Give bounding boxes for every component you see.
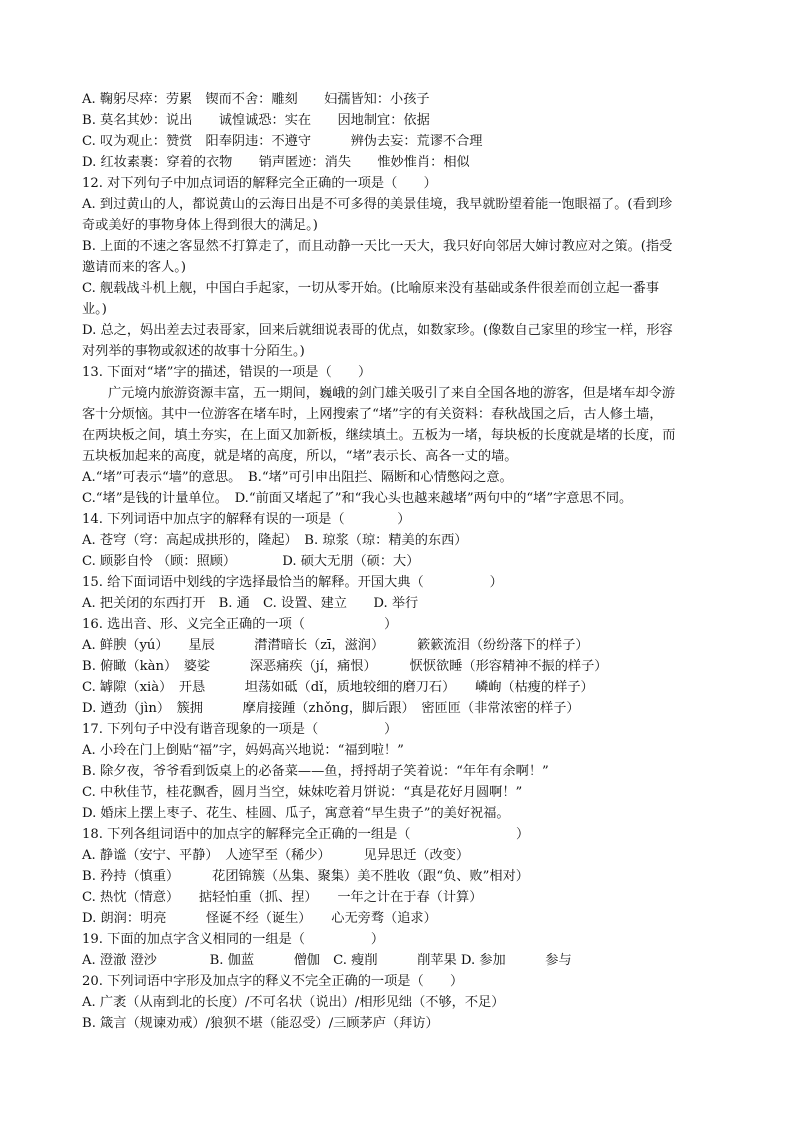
option-line: A. 广袤（从南到北的长度）/不可名状（说出）/相形见绌（不够，不足） (82, 995, 505, 1010)
question-line: 17. 下列句子中没有谐音现象的一项是（ ） (82, 722, 398, 737)
option-line: C. 顾影自怜 （顾：照顾） D. 硕大无朋（硕：大） (82, 554, 420, 569)
option-line: D. 红妆素裹：穿着的衣物 销声匿迹：消失 惟妙惟肖：相似 (82, 155, 470, 170)
option-line: B. 上面的不速之客显然不打算走了，而且动静一天比一天大，我只好向邻居大婶讨教应对之策。(指受 (82, 239, 673, 254)
option-line: C.“堵”是钱的计量单位。 D.“前面又堵起了”和“我心头也越来越堵”两句中的“堵”字意思不同。 (82, 491, 633, 506)
option-line: 邀请而来的客人。) (82, 260, 187, 275)
option-line: D. 遒劲（jìn） 簇拥 摩肩接踵（zhǒng，脚后跟） 密匝匝（非常浓密的样子） (82, 701, 580, 716)
passage-line: 客十分烦恼。其中一位游客在堵车时，上网搜索了“堵”字的有关资料：春秋战国之后，古人修土墙， (82, 407, 663, 422)
option-line: A. 把关闭的东西打开 B. 通 C. 设置、建立 D. 举行 (82, 596, 419, 611)
option-line: D. 婚床上摆上枣子、花生、桂圆、瓜子，寓意着“早生贵子”的美好祝福。 (82, 806, 510, 821)
option-line: B. 矜持（慎重） 花团锦簇（丛集、聚集）美不胜收（跟“负、败”相对） (82, 869, 529, 884)
option-line: C. 舰载战斗机上舰，中国白手起家，一切从零开始。(比喻原来没有基础或条件很差而创立起一番事 (82, 281, 660, 296)
option-line: A. 鲜腴（yú） 星辰 潸潸暗长（zī，滋润） 簌簌流泪（纷纷落下的样子） (82, 638, 589, 653)
option-line: A. 澄澈 澄沙 B. 伽蓝 僧伽 C. 瘦削 削苹果 D. 参加 参与 (82, 953, 572, 968)
option-line: C. 罅隙（xià） 开恳 坦荡如砥（dǐ，质地较细的磨刀石） 嶙峋（枯瘦的样子） (82, 680, 594, 695)
passage-line: 在两块板之间，填土夯实，在上面又加新板，继续填土。五板为一堵，每块板的长度就是堵的长度，而 (82, 428, 676, 443)
option-line: A.“堵”可表示“墙”的意思。 B.“堵”可引申出阻拦、隔断和心情憋闷之意。 (82, 470, 513, 485)
option-line: B. 除夕夜，爷爷看到饭桌上的必备菜——鱼，捋捋胡子笑着说：“年年有余啊！” (82, 764, 549, 779)
option-line: B. 箴言（规谏劝戒）/狼狈不堪（能忍受）/三顾茅庐（拜访） (82, 1016, 439, 1031)
question-line: 16. 选出音、形、义完全正确的一项（ ） (82, 617, 398, 632)
option-line: D. 总之，妈出差去过表哥家，回来后就细说表哥的优点，如数家珍。(像数自己家里的珍宝一样，形容 (82, 323, 673, 338)
option-line: 对列举的事物或叙述的故事十分陌生。) (82, 344, 305, 359)
option-line: A. 鞠躬尽瘁：劳累 锲而不舍：雕刻 妇孺皆知：小孩子 (82, 92, 430, 107)
question-line: 20. 下列词语中字形及加点字的释义不完全正确的一项是（ ） (82, 974, 464, 989)
question-line: 14. 下列词语中加点字的解释有误的一项是（ ） (82, 512, 411, 527)
option-line: A. 苍穹（穹：高起成拱形的，隆起） B. 琼浆（琼：精美的东西） (82, 533, 468, 548)
question-line: 19. 下面的加点字含义相同的一组是（ ） (82, 932, 385, 947)
passage-line: 五块板加起来的高度，就是堵的高度，所以，“堵”表示长、高各一丈的墙。 (82, 449, 518, 464)
question-line: 18. 下列各组词语中的加点字的解释完全正确的一组是（ ） (82, 827, 530, 842)
option-line: A. 到过黄山的人，都说黄山的云海日出是不可多得的美景佳境，我早就盼望着能一饱眼福了。(看到珍 (82, 197, 673, 212)
option-line: B. 俯瞰（kàn） 婆娑 深恶痛疾（jí，痛恨） 恹恹欲睡（形容精神不振的样子） (82, 659, 608, 674)
option-line: 业。) (82, 302, 107, 317)
option-line: C. 中秋佳节，桂花飘香，圆月当空，妹妹吃着月饼说：“真是花好月圆啊！” (82, 785, 523, 800)
option-line: A. 小玲在门上倒贴“福”字，妈妈高兴地说：“福到啦！” (82, 743, 404, 758)
option-line: D. 朗润：明亮 怪诞不经（诞生） 心无旁骛（追求） (82, 911, 437, 926)
passage-line: 广元境内旅游资源丰富，五一期间，巍峨的剑门雄关吸引了来自全国各地的游客，但是堵车却令游 (108, 386, 676, 401)
option-line: C. 叹为观止：赞赏 阳奉阴违：不遵守 辨伪去妄：荒谬不合理 (82, 134, 483, 149)
option-line: C. 热忱（情意） 掂轻怕重（抓、捏） 一年之计在于春（计算） (82, 890, 483, 905)
option-line: 奇或美好的事物身体上得到很大的满足。) (82, 218, 318, 233)
question-line: 15. 给下面词语中划线的字选择最恰当的解释。开国大典（ ） (82, 575, 503, 590)
option-line: B. 莫名其妙：说出 诚惶诚恐：实在 因地制宜：依据 (82, 113, 430, 128)
option-line: A. 静谧（安宁、平静） 人迹罕至（稀少） 见异思迁（改变） (82, 848, 470, 863)
question-line: 12. 对下列句子中加点词语的解释完全正确的一项是（ ） (82, 176, 437, 191)
question-line: 13. 下面对“堵”字的描述，错误的一项是（ ） (82, 365, 372, 380)
